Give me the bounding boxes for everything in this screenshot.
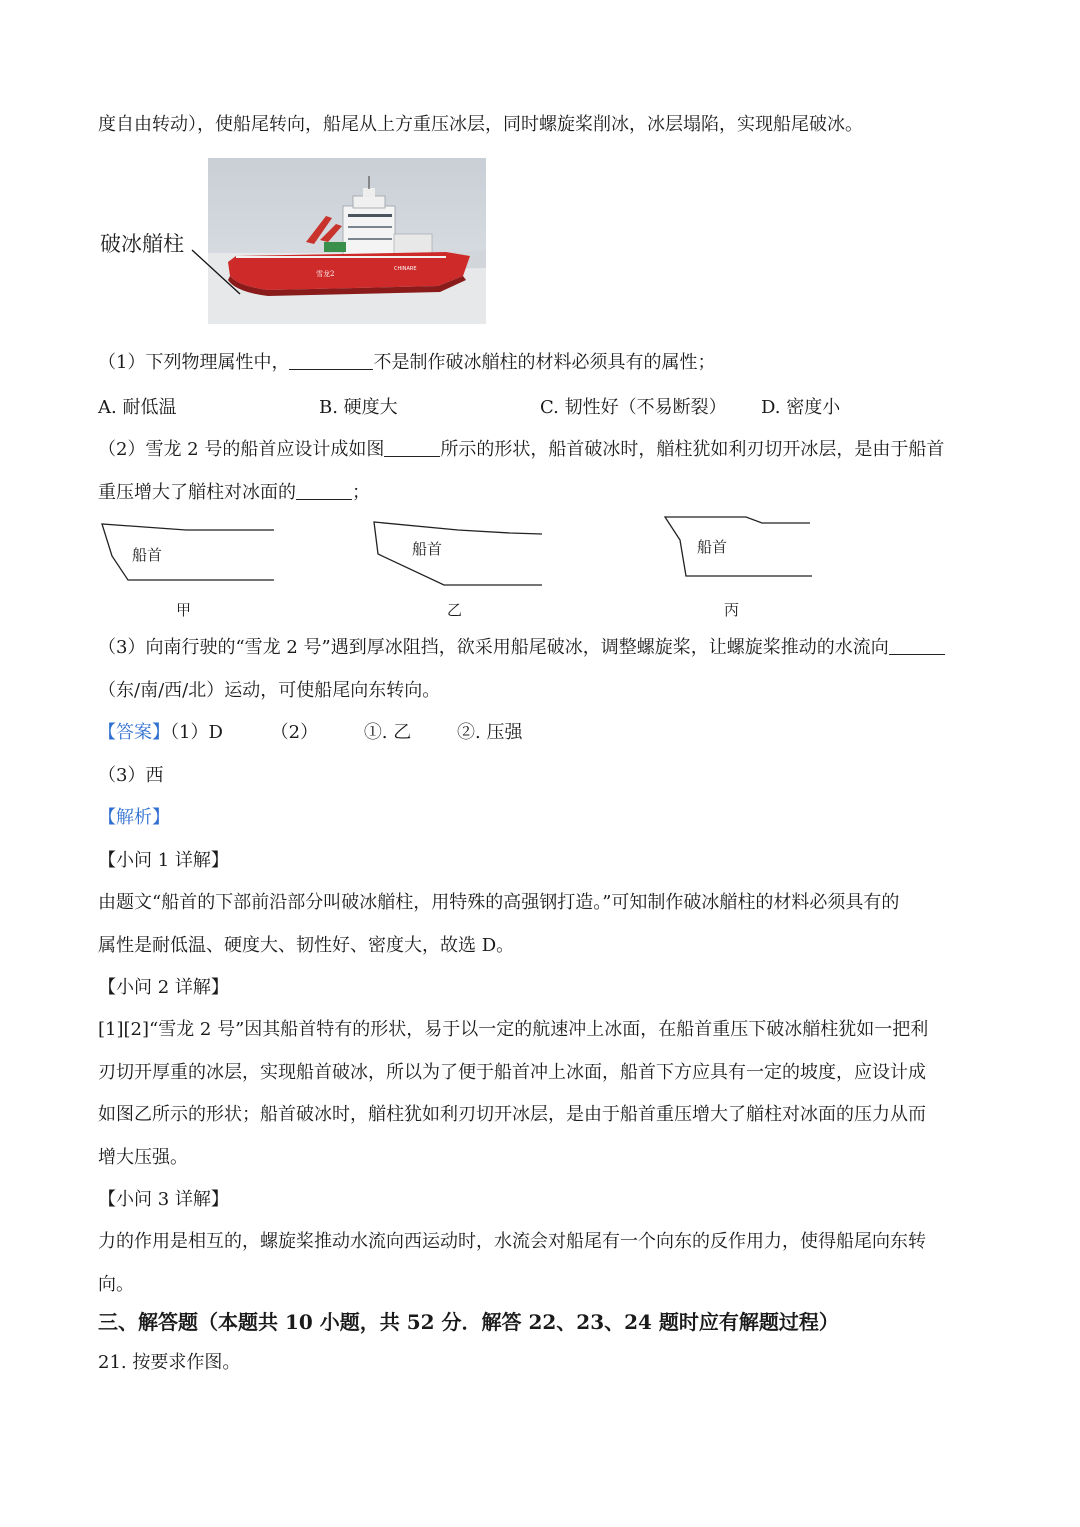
detail-1-line-1: 由题文“船首的下部前沿部分叫破冰艏柱，用特殊的高强钢打造。”可知制作破冰艏柱的材料必须具有的 (98, 892, 900, 913)
bow-diagram-jia (98, 516, 278, 588)
caption-jia: 甲 (176, 601, 192, 619)
hull-text: CHINARE (394, 266, 417, 272)
q2-line2-suffix: ； (352, 482, 370, 503)
bow-label-bing: 船首 (697, 538, 728, 556)
detail-3-line-2: 向。 (98, 1274, 134, 1295)
caption-bing: 丙 (724, 601, 740, 619)
question-1 (98, 348, 715, 374)
q1-blank (289, 353, 373, 370)
q1-option-c: C. 韧性好（不易断裂） (540, 397, 727, 418)
analysis-tag: 【解析】 (98, 807, 170, 828)
detail-2-title: 【小问 2 详解】 (98, 977, 229, 998)
answer-part2: （2） (270, 722, 319, 743)
label-leader-line (100, 158, 486, 326)
q2-line1-suffix: 所示的形状，船首破冰时，艏柱犹如利刃切开冰层，是由于船首 (440, 439, 945, 460)
detail-3-title: 【小问 3 详解】 (98, 1189, 229, 1210)
question-3-line-1 (98, 633, 945, 659)
detail-1-title: 【小问 1 详解】 (98, 850, 229, 871)
answer-tag: 【答案】 (98, 722, 170, 743)
q2-line2-prefix: 重压增大了艏柱对冰面的 (98, 482, 296, 503)
q3-line1: （3）向南行驶的“雪龙 2 号”遇到厚冰阻挡，欲采用船尾破冰，调整螺旋桨，让螺旋桨推动的水流向 (98, 637, 889, 658)
answer-line (98, 718, 522, 744)
section-heading: 三、解答题（本题共 10 小题，共 52 分．解答 22、23、24 题时应有解题过程） (98, 1310, 839, 1334)
answer-part3: （3）西 (98, 765, 164, 786)
bow-diagram-yi (370, 518, 546, 590)
question-2-line-1 (98, 435, 944, 461)
icebreaker-figure (100, 158, 486, 326)
detail-2-line-2: 刃切开厚重的冰层，实现船首破冰，所以为了便于船首冲上冰面，船首下方应具有一定的坡度，应设计成 (98, 1062, 926, 1083)
intro-line: 度自由转动），使船尾转向，船尾从上方重压冰层，同时螺旋桨削冰，冰层塌陷，实现船尾破冰。 (98, 114, 863, 135)
q1-suffix: 不是制作破冰艏柱的材料必须具有的属性； (373, 352, 716, 373)
q2-blank-2 (296, 483, 352, 500)
question-3-line-2: （东/南/西/北）运动，可使船尾向东转向。 (98, 680, 441, 701)
bow-label-jia: 船首 (132, 546, 163, 564)
answer-part2b: ②. 压强 (457, 722, 523, 743)
bow-label-yi: 船首 (412, 540, 443, 558)
answer-part2a: ①. 乙 (363, 722, 412, 743)
q2-blank-1 (384, 440, 440, 457)
detail-2-line-1: [1][2]“雪龙 2 号”因其船首特有的形状，易于以一定的航速冲上冰面，在船首重压下破冰艏柱犹如一把利 (98, 1019, 929, 1040)
bow-diagram-bing (662, 512, 814, 582)
question-2-line-2 (98, 478, 370, 504)
answer-part1: （1）D (170, 722, 223, 743)
caption-yi: 乙 (447, 601, 463, 619)
q2-line1-prefix: （2）雪龙 2 号的船首应设计成如图 (98, 439, 385, 460)
q1-prefix: （1）下列物理属性中， (98, 352, 290, 373)
question-21: 21. 按要求作图。 (98, 1352, 241, 1373)
detail-2-line-3: 如图乙所示的形状；船首破冰时，艏柱犹如利刃切开冰层，是由于船首重压增大了艏柱对冰面的压力从而 (98, 1104, 926, 1125)
q1-option-d: D. 密度小 (761, 397, 841, 418)
ship-name-text: 雪龙2 (316, 270, 335, 278)
q1-option-a: A. 耐低温 (98, 397, 177, 418)
detail-1-line-2: 属性是耐低温、硬度大、韧性好、密度大，故选 D。 (98, 935, 515, 956)
detail-3-line-1: 力的作用是相互的，螺旋桨推动水流向西运动时，水流会对船尾有一个向东的反作用力，使得船尾向东转 (98, 1231, 926, 1252)
q1-option-b: B. 硬度大 (319, 397, 398, 418)
detail-2-line-4: 增大压强。 (98, 1147, 188, 1168)
figure-label: 破冰艏柱 (100, 232, 184, 256)
q3-blank (889, 638, 945, 655)
